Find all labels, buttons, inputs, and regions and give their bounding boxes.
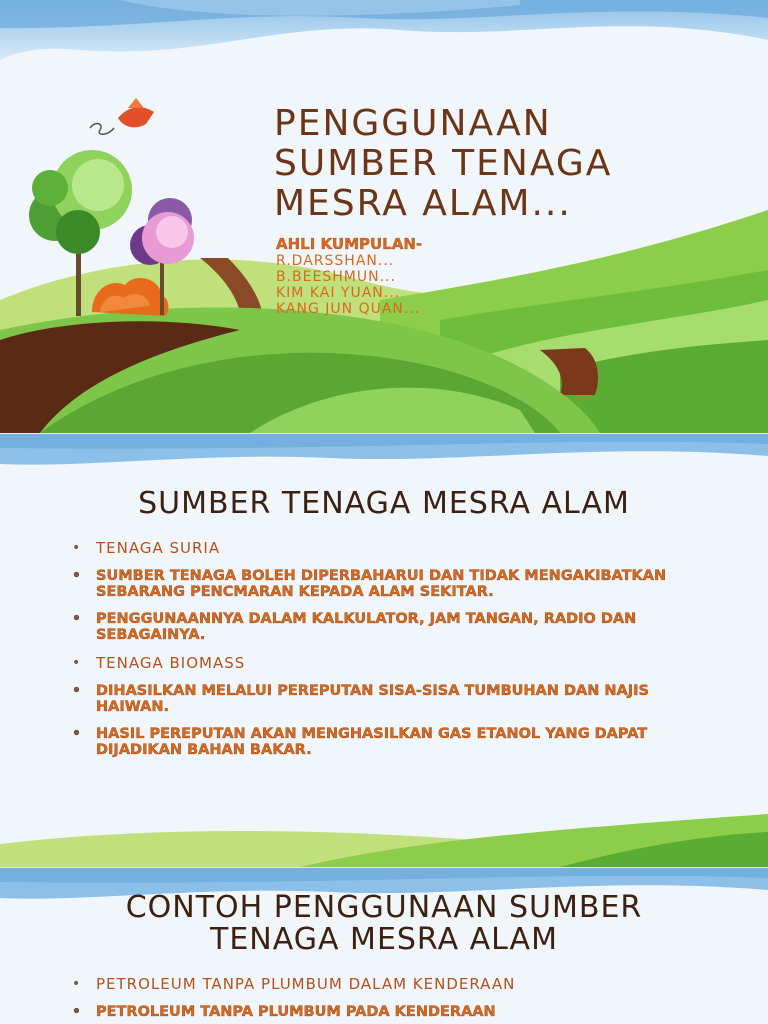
bullet-list [72,976,712,1024]
slide-title [0,892,768,956]
title-slide [0,0,768,433]
member-name: R.DARSSHAN... [276,253,395,269]
list-item: • HASIL PEREPUTAN AKAN MENGHASILKAN GAS ETANOL YANG DAPAT DIJADIKAN BAHAN BAKAR. [72,727,712,758]
list-item: • TENAGA BIOMASS [72,655,712,672]
list-item: • PENGGUNAANNYA DALAM KALKULATOR, JAM TANGAN, RADIO DAN SEBAGAINYA. [72,612,712,643]
title-line: SUMBER TENAGA [274,143,613,184]
sumber-slide [0,434,768,867]
presentation-title [274,104,714,224]
title-line: MESRA ALAM... [274,183,572,224]
member-name: B.BEESHMUN... [276,269,396,285]
title-line: TENAGA MESRA ALAM [210,922,558,957]
slide-title: SUMBER TENAGA MESRA ALAM [138,486,630,521]
title-line: PENGGUNAAN [274,103,552,144]
title-line: CONTOH PENGGUNAAN SUMBER [125,890,643,925]
list-item: • PETROLEUM TANPA PLUMBUM PADA KENDERAAN [72,1005,712,1021]
group-members [276,236,576,317]
list-item: • SUMBER TENAGA BOLEH DIPERBAHARUI DAN TIDAK MENGAKIBATKAN SEBARANG PENCMARAN KEPADA ALAM SEKITAR. [72,569,712,600]
contoh-slide [0,868,768,1024]
bullet-list [72,540,712,770]
member-name: KANG JUN QUAN... [276,301,421,317]
members-heading: AHLI KUMPULAN- [276,235,423,253]
list-item: • PETROLEUM TANPA PLUMBUM DALAM KENDERAAN [72,976,712,993]
list-item: • TENAGA SURIA [72,540,712,557]
member-name: KIM KAI YUAN... [276,285,401,301]
list-item: • DIHASILKAN MELALUI PEREPUTAN SISA-SISA TUMBUHAN DAN NAJIS HAIWAN. [72,684,712,715]
